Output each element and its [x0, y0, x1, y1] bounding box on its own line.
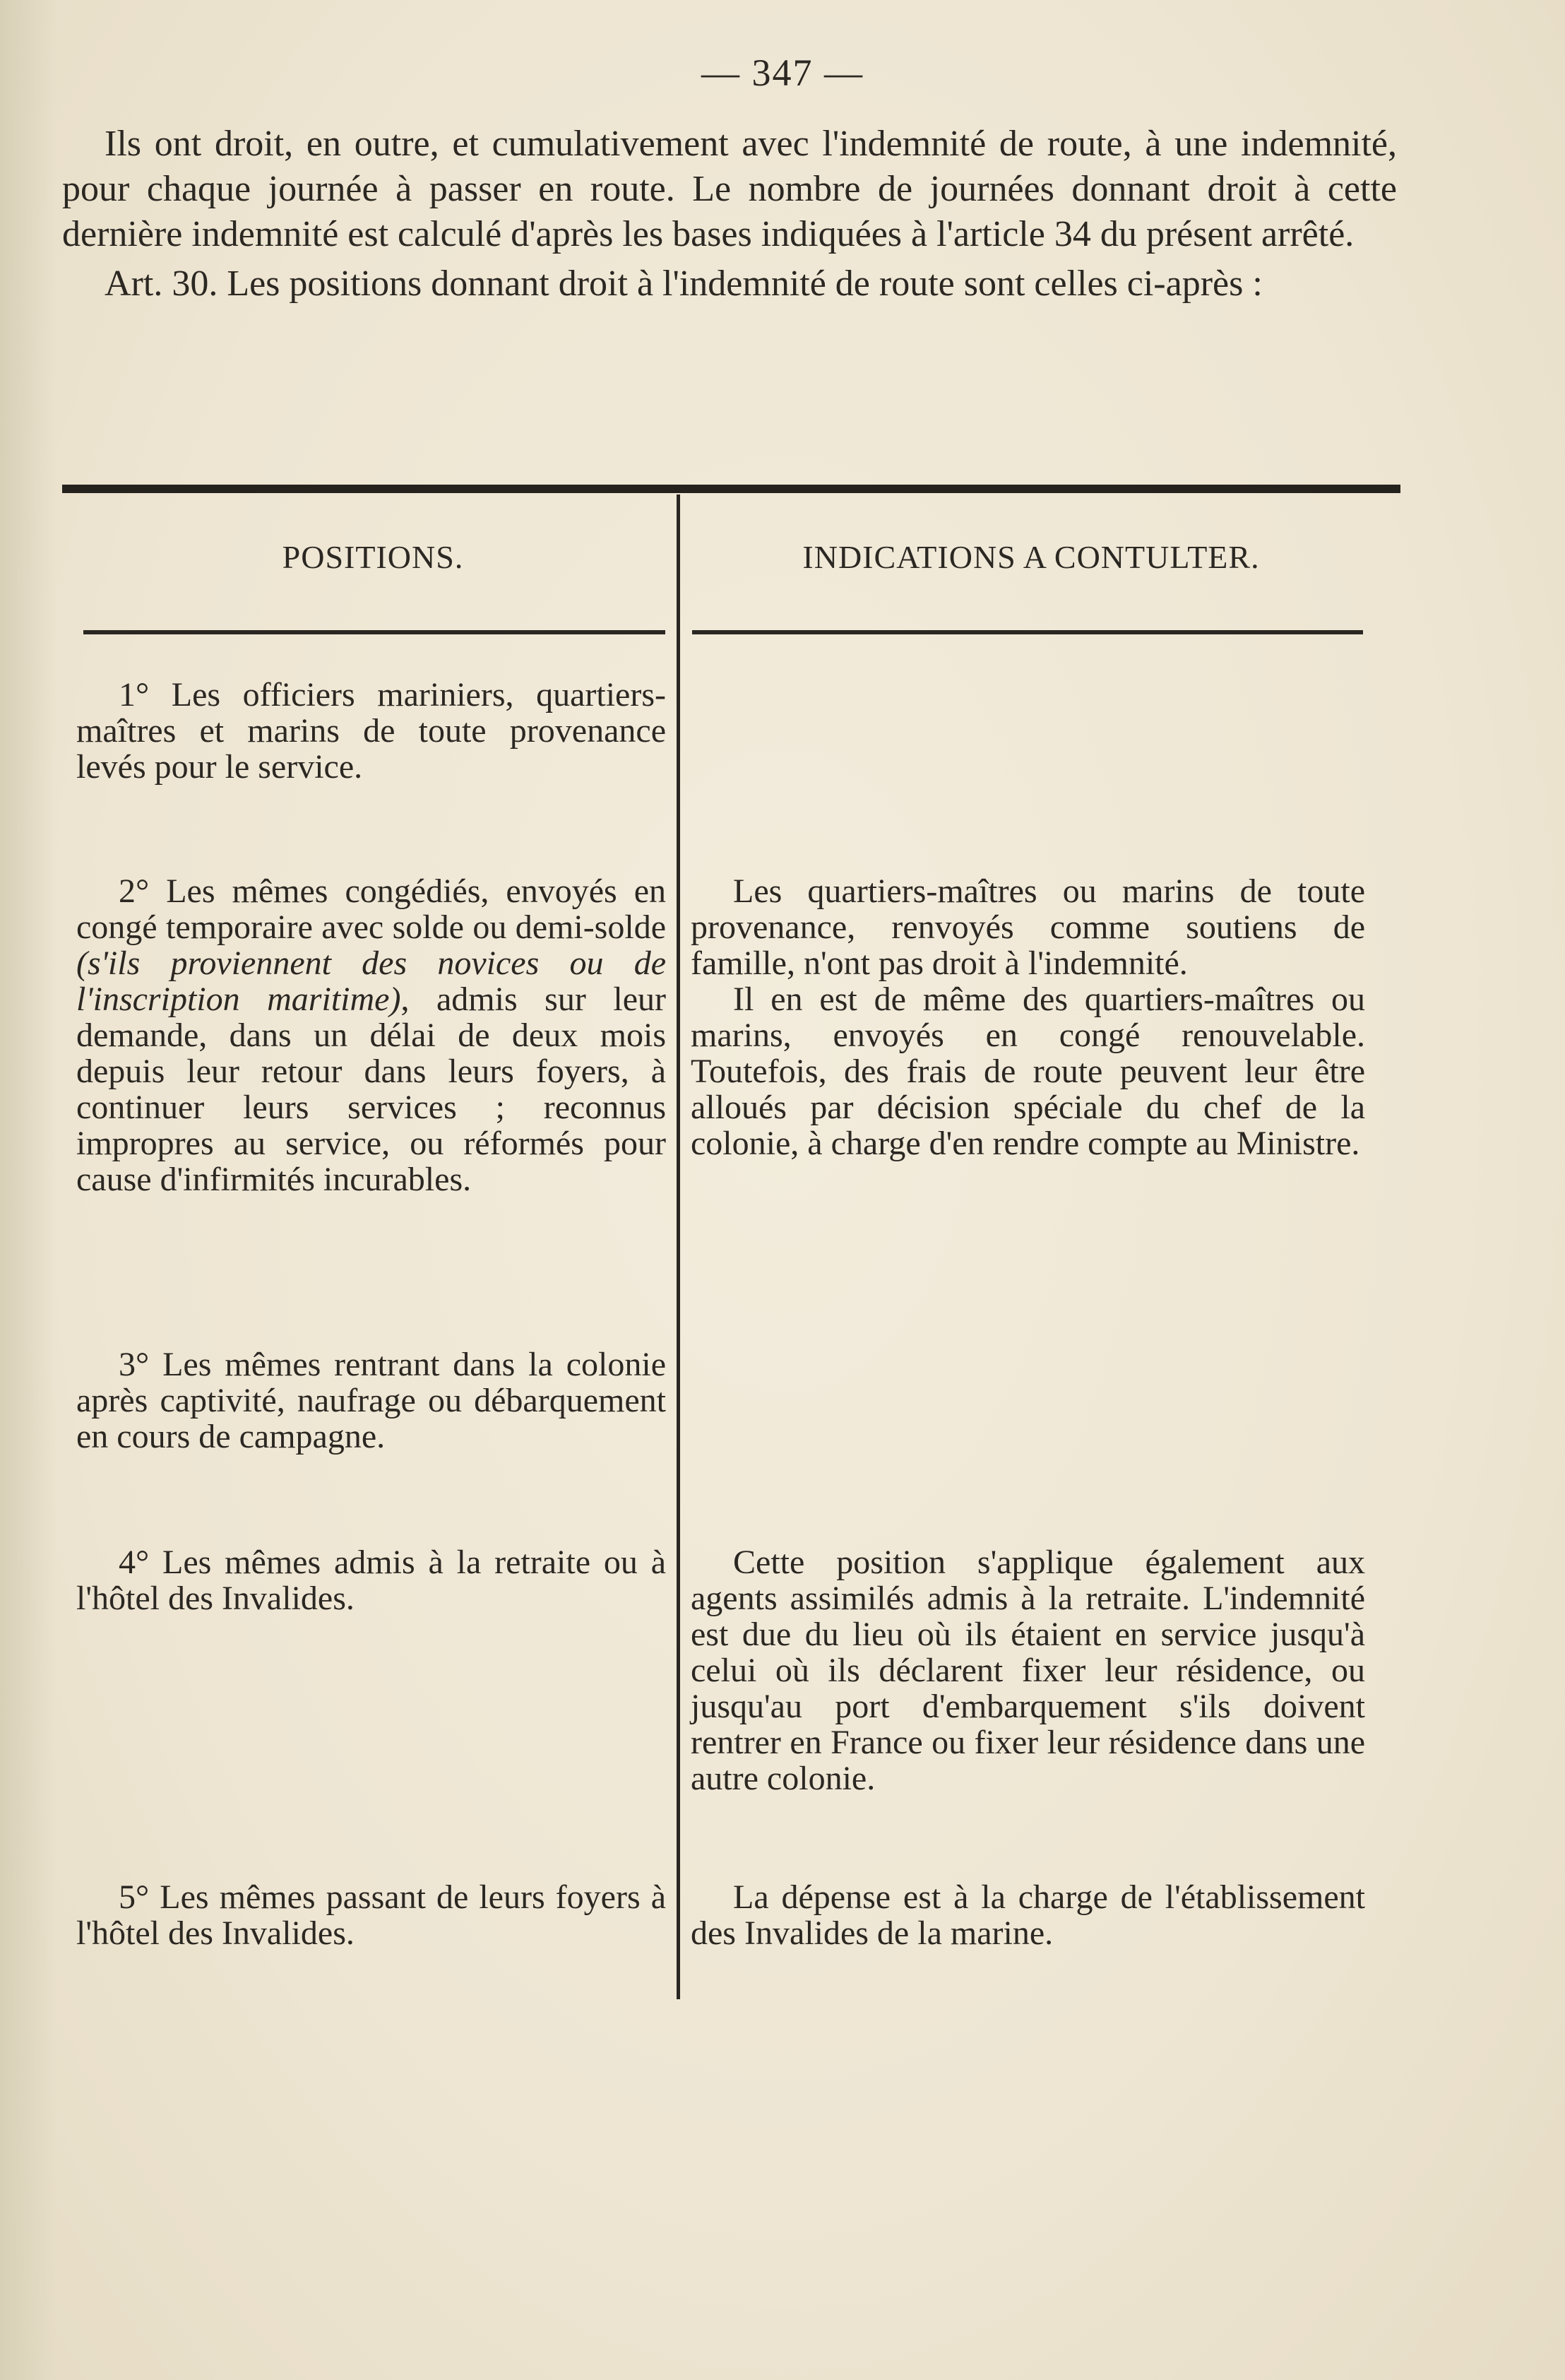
position-3-text: 3° Les mêmes rentrant dans la colonie après captivité, naufrage ou débarquement en cours de campagne. [76, 1346, 666, 1455]
position-2-text-start: 2° Les mêmes congédiés, envoyés en congé temporaire avec solde ou demi-solde [76, 872, 666, 946]
position-2-text-italic: (s'ils proviennent des novices ou de l'inscription maritime) [76, 945, 666, 1018]
position-1-text: 1° Les officiers mariniers, quartiers-maîtres et marins de toute provenance levés pour le service. [76, 676, 666, 786]
position-2-text-end: , admis sur leur demande, dans un délai de deux mois depuis leur retour dans leurs foyers, à continuer leurs services ; reconnus impropres au service, ou réformés pour cause d'infirmités incurables. [76, 981, 666, 1198]
indications-4 [691, 1544, 1365, 1796]
page-edge-shadow [0, 0, 56, 2380]
column-divider [677, 495, 680, 1999]
position-2 [76, 873, 666, 1197]
position-3 [76, 1346, 666, 1455]
position-2-text [76, 873, 666, 1197]
position-4 [76, 1544, 666, 1616]
intro-text [62, 122, 1397, 307]
header-indications: INDICATIONS A CONTULTER. [802, 539, 1260, 575]
indications-5 [691, 1879, 1365, 1951]
table-top-rule [62, 485, 1400, 493]
position-5 [76, 1879, 666, 1951]
position-5-text: 5° Les mêmes passant de leurs foyers à l'hôtel des Invalides. [76, 1878, 666, 1952]
intro-paragraph-1: Ils ont droit, en outre, et cumulativement avec l'indemnité de route, à une indemnité, pour chaque journée à passer en route. Le nombre de journées donnant droit à cette dernière indemnité est calculé d'après les bases indiquées à l'article 34 du présent arrêté. [62, 124, 1397, 254]
position-1 [76, 677, 666, 785]
indications-5-paragraph-1: La dépense est à la charge de l'établissement des Invalides de la marine. [691, 1878, 1365, 1952]
indications-4-paragraph-1: Cette position s'applique également aux agents assimilés admis à la retraite. L'indemnité est due du lieu où ils étaient en service jusqu'à celui où ils déclarent fixer leur résidence, ou jusqu'au port d'embarquement s'ils doivent rentrer en France ou fixer leur résidence dans une autre colonie. [691, 1544, 1365, 1797]
indications-2-paragraph-2: Il en est de même des quartiers-maîtres ou marins, envoyés en congé renouvelable. Toutefois, des frais de route peuvent leur être alloués par décision spéciale du chef de la colonie, à charge d'en rendre compte au Ministre. [691, 981, 1365, 1162]
page-number: — 347 — [701, 52, 864, 94]
position-4-text: 4° Les mêmes admis à la retraite ou à l'hôtel des Invalides. [76, 1544, 666, 1617]
header-rule-right [692, 630, 1363, 634]
indications-2 [691, 873, 1365, 1161]
header-positions: POSITIONS. [282, 539, 464, 575]
header-rule-left [83, 630, 665, 634]
indications-2-paragraph-1: Les quartiers-maîtres ou marins de toute provenance, renvoyés comme soutiens de famille, n'ont pas droit à l'indemnité. [691, 872, 1365, 982]
intro-paragraph-2: Art. 30. Les positions donnant droit à l'indemnité de route sont celles ci-après : [105, 264, 1263, 304]
